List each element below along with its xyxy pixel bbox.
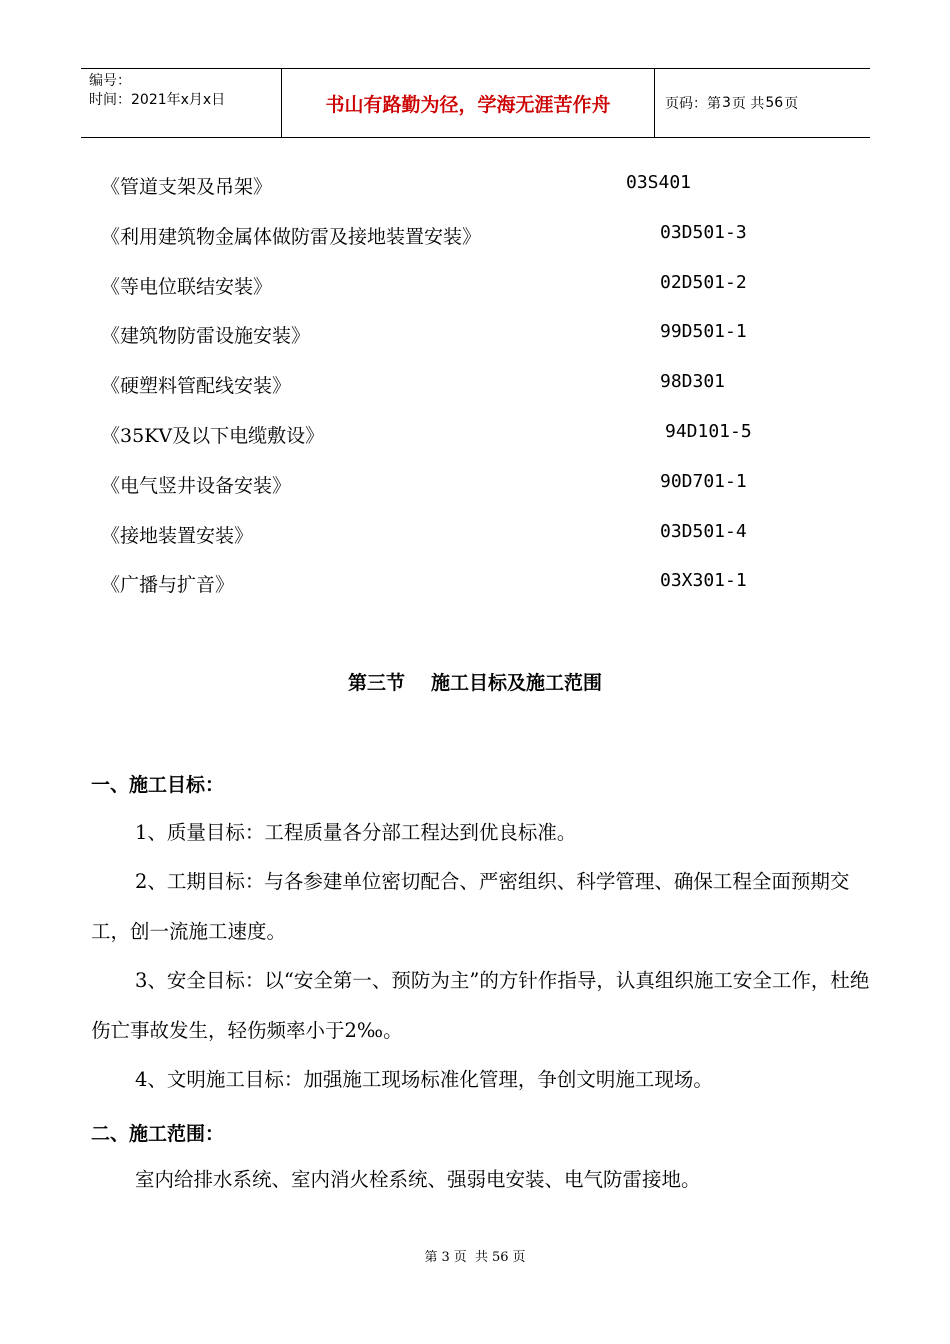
list-item — [0, 409, 950, 459]
page-header — [81, 68, 870, 138]
header-page-mid: 页 共 — [731, 96, 765, 112]
list-item — [0, 359, 950, 409]
standard-code: 98D301 — [660, 371, 726, 393]
standard-name: 《等电位联结安装》 — [101, 275, 273, 298]
header-page-info — [655, 69, 870, 137]
footer-p2: 页 — [453, 1250, 467, 1265]
standard-name: 《电气竖井设备安装》 — [101, 474, 292, 497]
header-number-label: 编号： — [89, 73, 131, 89]
standard-code: 99D501-1 — [660, 321, 747, 343]
footer-total: 56 — [491, 1250, 509, 1265]
list-item — [0, 509, 950, 559]
standard-code: 03X301-1 — [660, 570, 747, 592]
section-title-text: 施工目标及施工范围 — [431, 672, 603, 694]
goals-heading: 一、施工目标： — [91, 774, 225, 796]
standard-name: 《广播与扩音》 — [101, 574, 235, 597]
list-item — [0, 309, 950, 359]
footer-p3: 共 — [474, 1250, 488, 1265]
header-page-current: 3 — [722, 95, 731, 111]
list-item — [0, 459, 950, 509]
standard-code: 03S401 — [626, 172, 692, 193]
standard-code: 90D701-1 — [660, 470, 747, 492]
goal-safety-text: 3、安全目标：以“安全第一、预防为主”的方针作指导，认真组织施工安全工作，杜绝伤亡事故发生，轻伤频率小于2‰。 — [91, 969, 870, 1042]
scope-heading: 二、施工范围： — [91, 1123, 225, 1145]
header-page-suffix: 页 — [784, 96, 799, 112]
standard-code: 94D101-5 — [665, 420, 752, 442]
list-item — [0, 210, 950, 260]
goal-civilized-text: 4、文明施工目标：加强施工现场标准化管理，争创文明施工现场。 — [135, 1068, 713, 1091]
header-meta — [81, 69, 282, 137]
section-number: 第三节 — [347, 672, 405, 694]
goal-quality — [91, 808, 871, 858]
page-footer — [0, 1246, 950, 1265]
footer-p4: 页 — [512, 1250, 526, 1265]
standard-name: 《建筑物防雷设施安装》 — [101, 325, 311, 348]
standard-code: 03D501-4 — [660, 520, 747, 542]
list-item — [0, 160, 950, 210]
scope-text: 室内给排水系统、室内消火栓系统、强弱电安装、电气防雷接地。 — [135, 1168, 701, 1191]
standard-name: 《35KV及以下电缆敷设》 — [101, 424, 325, 447]
header-page-prefix: 页码：第 — [665, 96, 721, 112]
footer-p1: 第 — [424, 1250, 438, 1265]
goal-civilized — [91, 1055, 871, 1105]
standard-name: 《硬塑料管配线安装》 — [101, 375, 292, 398]
header-time-label: 时间：2021年x月x日 — [89, 92, 226, 108]
footer-current: 3 — [441, 1250, 450, 1265]
standard-code: 02D501-2 — [660, 271, 747, 293]
goal-schedule-text: 2、工期目标：与各参建单位密切配合、严密组织、科学管理、确保工程全面预期交工，创一流施工速度。 — [91, 870, 850, 943]
list-item — [0, 260, 950, 310]
header-page-total: 56 — [765, 95, 784, 111]
standard-code: 03D501-3 — [660, 221, 747, 243]
scope-paragraph — [91, 1155, 871, 1205]
standard-name: 《接地装置安装》 — [101, 524, 254, 547]
standards-list — [0, 160, 950, 608]
goal-safety — [91, 956, 871, 1055]
header-slogan: 书山有路勤为径，学海无涯苦作舟 — [282, 69, 655, 137]
goal-quality-text: 1、质量目标：工程质量各分部工程达到优良标准。 — [135, 821, 577, 844]
goal-schedule — [91, 857, 871, 956]
standard-name: 《管道支架及吊架》 — [101, 176, 273, 198]
list-item — [0, 558, 950, 608]
standard-name: 《利用建筑物金属体做防雷及接地装置安装》 — [101, 225, 482, 248]
section-title — [0, 668, 950, 695]
